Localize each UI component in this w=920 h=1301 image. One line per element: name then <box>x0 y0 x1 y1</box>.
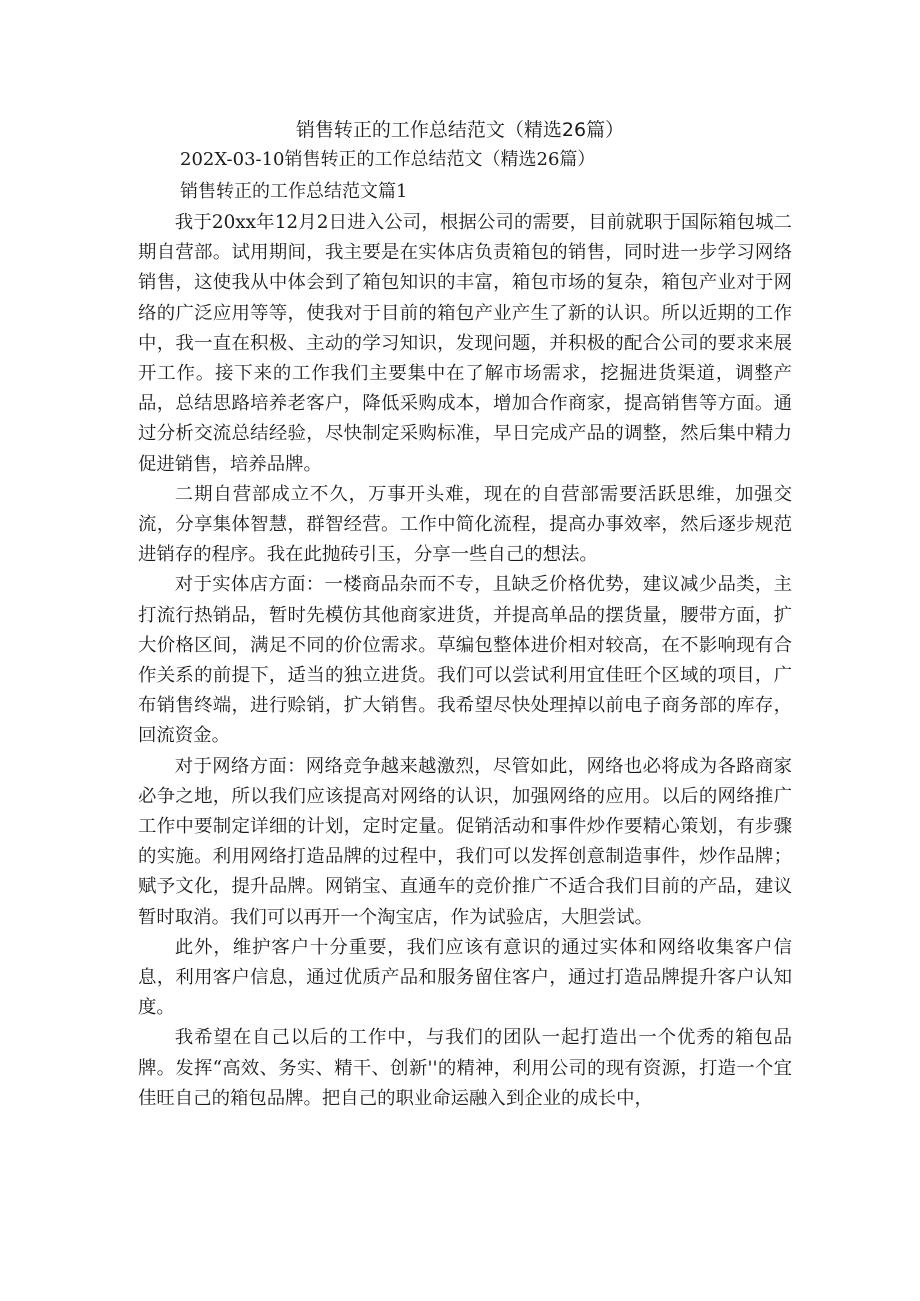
date-line: 202X-03-10销售转正的工作总结范文（精选26篇） <box>180 149 596 170</box>
paragraph-5: 此外，维护客户十分重要，我们应该有意识的通过实体和网络收集客户信息，利用客户信息，通过优质产品和服务留住客户，通过打造品牌提升客户认知度。 <box>138 936 792 1019</box>
section-title: 销售转正的工作总结范文篇1 <box>180 181 408 202</box>
paragraph-2: 二期自营部成立不久，万事开头难，现在的自营部需要活跃思维，加强交流，分享集体智慧，群智经营。工作中简化流程，提高办事效率，然后逐步规范进销存的程序。我在此抛砖引玉，分享一些自己的想法。 <box>138 483 792 566</box>
paragraph-3: 对于实体店方面：一楼商品杂而不专，且缺乏价格优势，建议减少品类，主打流行热销品，暂时先模仿其他商家进货，并提高单品的摆货量，腰带方面，扩大价格区间，满足不同的价位需求。草编包整体进价相对较高，在不影响现有合作关系的前提下，适当的独立进货。我们可以尝试利用宜佳旺个区域的项目，广布销售终端，进行赊销，扩大销售。我希望尽快处理掉以前电子商务部的库存，回流资金。 <box>138 574 792 747</box>
paragraph-6: 我希望在自己以后的工作中，与我们的团队一起打造出一个优秀的箱包品牌。发挥“高效、务实、精干、创新''的精神，利用公司的现有资源，打造一个宜佳旺自己的箱包品牌。把自己的职业命运融入到企业的成长中， <box>138 1027 792 1109</box>
paragraph-1: 我于20xx年12月2日进入公司，根据公司的需要，目前就职于国际箱包城二期自营部。试用期间，我主要是在实体店负责箱包的销售，同时进一步学习网络销售，这使我从中体会到了箱包知识的丰富，箱包市场的复杂，箱包产业对于网络的广泛应用等等，使我对于目前的箱包产业产生了新的认识。所以近期的工作中，我一直在积极、主动的学习知识，发现问题，并积极的配合公司的要求来展开工作。接下来的工作我们主要集中在了解市场需求，挖掘进货渠道，调整产品，总结思路培养老客户，降低采购成本，增加合作商家，提高销售等方面。通过分析交流总结经验，尽快制定采购标准，早日完成产品的调整，然后集中精力促进销售，培养品牌。 <box>138 212 792 475</box>
document-body <box>138 208 792 1114</box>
document-title: 销售转正的工作总结范文（精选26篇） <box>295 119 625 141</box>
paragraph-4: 对于网络方面：网络竞争越来越激烈，尽管如此，网络也必将成为各路商家必争之地，所以我们应该提高对网络的认识，加强网络的应用。以后的网络推广工作中要制定详细的计划，定时定量。促销活动和事件炒作要精心策划，有步骤的实施。利用网络打造品牌的过程中，我们可以发挥创意制造事件，炒作品牌；赋予文化，提升品牌。网销宝、直通车的竞价推广不适合我们目前的产品，建议暂时取消。我们可以再开一个淘宝店，作为试验店，大胆尝试。 <box>138 755 792 928</box>
